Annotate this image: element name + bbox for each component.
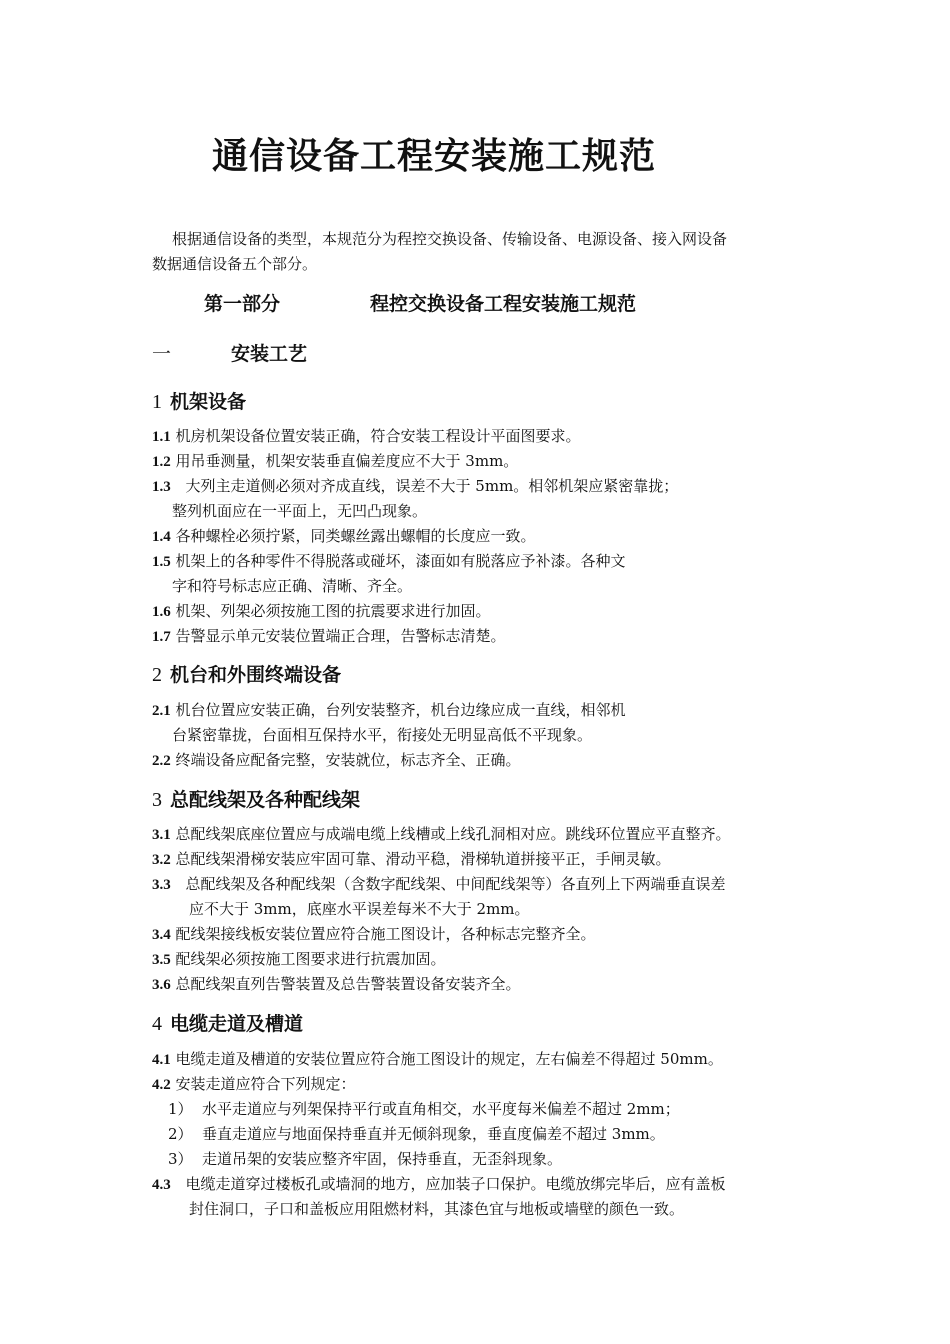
clause-text: 总配线架滑梯安装应牢固可靠、滑动平稳，滑梯轨道拼接平正，手闸灵敏。 <box>175 850 671 868</box>
clause-number: 4.1 <box>152 1052 171 1068</box>
clause-continuation: 台紧密靠拢，台面相互保持水平，衔接处无明显高低不平现象。 <box>172 726 593 744</box>
clause <box>152 424 581 450</box>
section-title: 机架设备 <box>170 391 247 413</box>
intro-paragraph <box>152 227 812 277</box>
sub-clause-number: 3） <box>168 1150 193 1168</box>
sub-clause-number: 2） <box>168 1125 193 1143</box>
clause-number: 1.2 <box>152 454 171 470</box>
clause-number: 3.6 <box>152 977 171 993</box>
clause-text: 总配线架直列告警装置及总告警装置设备安装齐全。 <box>175 975 521 993</box>
section-number: 2 <box>152 664 162 686</box>
sub-clause-text: 走道吊架的安装应整齐牢固，保持垂直，无歪斜现象。 <box>202 1150 563 1168</box>
clause <box>152 922 596 948</box>
clause <box>152 449 518 475</box>
section-title: 总配线架及各种配线架 <box>170 789 361 811</box>
clause-continuation: 整列机面应在一平面上，无凹凸现象。 <box>172 502 428 520</box>
clause-number: 3.4 <box>152 927 171 943</box>
clause <box>152 474 678 500</box>
clause-number: 1.3 <box>152 479 171 495</box>
section-number: 3 <box>152 789 162 811</box>
clause-number: 4.3 <box>152 1177 171 1193</box>
intro-line-2: 数据通信设备五个部分。 <box>152 255 318 273</box>
sub-clause <box>168 1122 665 1147</box>
clause <box>152 549 626 575</box>
clause-text: 用吊垂测量，机架安装垂直偏差度应不大于 3mm。 <box>175 452 519 470</box>
section-heading <box>152 785 360 812</box>
clause-number: 2.1 <box>152 703 171 719</box>
clause-number: 1.6 <box>152 604 171 620</box>
clause <box>152 748 521 774</box>
clause-number: 3.5 <box>152 952 171 968</box>
clause <box>152 698 626 724</box>
sub-clause <box>168 1097 680 1122</box>
section-heading <box>152 387 246 414</box>
clause-text: 机房机架设备位置安装正确，符合安装工程设计平面图要求。 <box>175 427 581 445</box>
clause-text: 电缆走道穿过楼板孔或墙洞的地方，应加装子口保护。电缆放绑完毕后，应有盖板 <box>185 1175 726 1193</box>
part-number: 第一部分 <box>204 293 281 315</box>
clause-text: 配线架必须按施工图要求进行抗震加固。 <box>175 950 446 968</box>
clause <box>152 1172 726 1198</box>
chapter-number: 一 <box>152 343 172 365</box>
chapter-title: 安装工艺 <box>231 343 308 365</box>
clause-number: 1.1 <box>152 429 171 445</box>
clause <box>152 1072 356 1098</box>
clause-text: 机台位置应安装正确，台列安装整齐，机台边缘应成一直线，相邻机 <box>175 701 626 719</box>
clause-text: 终端设备应配备完整，安装就位，标志齐全、正确。 <box>175 751 521 769</box>
clause-text: 安装走道应符合下列规定： <box>175 1075 356 1093</box>
clause <box>152 872 726 898</box>
section-title: 电缆走道及槽道 <box>170 1013 304 1035</box>
sub-clause-number: 1） <box>168 1100 193 1118</box>
clause-continuation: 封住洞口，子口和盖板应用阻燃材料，其漆色宜与地板或墙壁的颜色一致。 <box>189 1200 685 1218</box>
clause-number: 1.7 <box>152 629 171 645</box>
clause-text: 大列主走道侧必须对齐成直线，误差不大于 5mm。相邻机架应紧密靠拢； <box>185 477 679 495</box>
clause-number: 2.2 <box>152 753 171 769</box>
sub-clause-text: 垂直走道应与地面保持垂直并无倾斜现象，垂直度偏差不超过 3mm。 <box>202 1125 665 1143</box>
clause-text: 电缆走道及槽道的安装位置应符合施工图设计的规定，左右偏差不得超过 50mm。 <box>175 1050 723 1068</box>
clause-number: 4.2 <box>152 1077 171 1093</box>
clause-continuation: 字和符号标志应正确、清晰、齐全。 <box>172 577 413 595</box>
clause-number: 3.2 <box>152 852 171 868</box>
section-heading <box>152 660 341 687</box>
clause-text: 总配线架底座位置应与成端电缆上线槽或上线孔洞相对应。跳线环位置应平直整齐。 <box>175 825 731 843</box>
clause-number: 1.5 <box>152 554 171 570</box>
clause-text: 配线架接线板安装位置应符合施工图设计，各种标志完整齐全。 <box>175 925 596 943</box>
sub-clause-text: 水平走道应与列架保持平行或直角相交，水平度每米偏差不超过 2mm； <box>202 1100 680 1118</box>
clause <box>152 524 536 550</box>
section-number: 1 <box>152 391 162 413</box>
clause <box>152 1047 723 1073</box>
document-title: 通信设备工程安装施工规范 <box>212 136 657 177</box>
clause-text: 总配线架及各种配线架（含数字配线架、中间配线架等）各直列上下两端垂直误差 <box>185 875 726 893</box>
section-heading <box>152 1009 303 1036</box>
clause <box>152 624 506 650</box>
part-title: 程控交换设备工程安装施工规范 <box>370 293 637 315</box>
clause-number: 3.3 <box>152 877 171 893</box>
intro-line-1: 根据通信设备的类型，本规范分为程控交换设备、传输设备、电源设备、接入网设备 <box>172 230 728 248</box>
sub-clause <box>168 1147 562 1172</box>
clause <box>152 847 671 873</box>
section-number: 4 <box>152 1013 162 1035</box>
clause <box>152 972 521 998</box>
clause <box>152 599 491 625</box>
clause-number: 1.4 <box>152 529 171 545</box>
clause-text: 各种螺栓必须拧紧，同类螺丝露出螺帽的长度应一致。 <box>175 527 536 545</box>
clause-text: 机架、列架必须按施工图的抗震要求进行加固。 <box>175 602 491 620</box>
clause-number: 3.1 <box>152 827 171 843</box>
clause <box>152 947 446 973</box>
clause-text: 机架上的各种零件不得脱落或碰坏，漆面如有脱落应予补漆。各种文 <box>175 552 626 570</box>
clause-text: 告警显示单元安装位置端正合理，告警标志清楚。 <box>175 627 506 645</box>
section-title: 机台和外围终端设备 <box>170 664 342 686</box>
clause-continuation: 应不大于 3mm，底座水平误差每米不大于 2mm。 <box>189 900 530 918</box>
clause <box>152 822 731 848</box>
